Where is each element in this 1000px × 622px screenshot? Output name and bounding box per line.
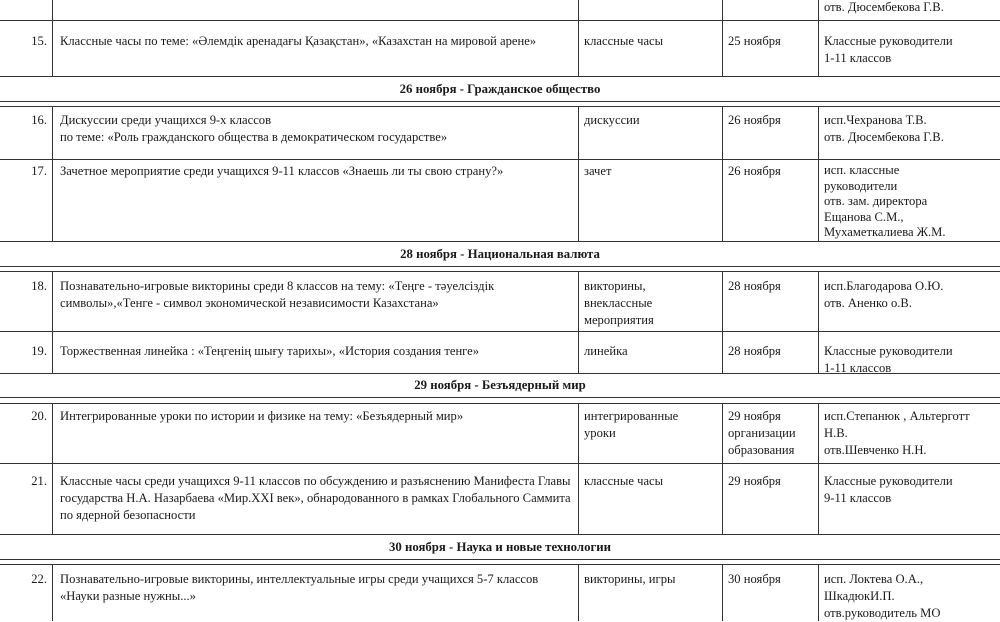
event-cell: Дискуссии среди учащихся 9-х классов по теме: «Роль гражданского общества в демократическом государстве»	[60, 113, 448, 144]
date-cell: 29 ноября организации образования	[728, 409, 796, 457]
section-heading: 26 ноября - Гражданское общество	[399, 82, 601, 96]
date-cell: 29 ноября	[728, 474, 781, 488]
date-cell: 28 ноября	[728, 344, 781, 358]
row-number: 20.	[31, 409, 47, 423]
form-cell: викторины, внеклассные мероприятия	[584, 279, 654, 327]
event-cell: Интегрированные уроки по истории и физике на тему: «Безъядерный мир»	[60, 409, 464, 423]
responsible-cell: исп.Чехранова Т.В. отв. Дюсембекова Г.В.	[824, 113, 944, 144]
date-cell: 26 ноября	[728, 164, 781, 178]
form-cell: линейка	[584, 344, 628, 358]
row-number: 17.	[31, 164, 47, 178]
form-cell: викторины, игры	[584, 572, 676, 586]
date-cell: 28 ноября	[728, 279, 781, 293]
responsible-cell: отв. Дюсембекова Г.В.	[824, 0, 944, 14]
event-cell: Классные часы по теме: «Әлемдік аренадағы Қазақстан», «Казахстан на мировой арене»	[60, 34, 537, 48]
form-cell: дискуссии	[584, 113, 640, 127]
responsible-cell: Классные руководители 1-11 классов	[824, 34, 953, 65]
event-cell: Торжественная линейка : «Теңгенің шығу тарихы», «История создания тенге»	[60, 344, 480, 358]
responsible-cell: исп.Степанюк , Альтерготт Н.В. отв.Шевченко Н.Н.	[824, 409, 970, 457]
responsible-cell: исп. Локтева О.А., ШкадюкИ.П. отв.руководитель МО	[824, 572, 941, 620]
row-number: 15.	[31, 34, 47, 48]
form-cell: классные часы	[584, 34, 664, 48]
section-heading: 29 ноября - Безъядерный мир	[414, 378, 586, 392]
event-cell: Зачетное мероприятие среди учащихся 9-11 классов «Знаешь ли ты свою страну?»	[60, 164, 504, 178]
event-cell: Познавательно-игровые викторины среди 8 классов на тему: «Теңге - тәуелсіздік символы»,«Тенге - символ экономической независимости Казахстана»	[60, 279, 495, 310]
responsible-cell: исп. классные руководители отв. зам. директора Ещанова С.М., Мухаметкалиева Ж.М.	[824, 163, 946, 239]
date-cell: 26 ноября	[728, 113, 781, 127]
section-heading: 28 ноября - Национальная валюта	[400, 247, 600, 261]
form-cell: классные часы	[584, 474, 664, 488]
event-cell: Классные часы среди учащихся 9-11 классов по обсуждению и разъяснению Манифеста Главы государства Н.А. Назарбаева «Мир.XXI век», обнародованного в рамках Глобального Саммита по ядерной безопасности	[60, 474, 571, 522]
form-cell: зачет	[584, 164, 612, 178]
date-cell: 25 ноября	[728, 34, 781, 48]
row-number: 18.	[31, 279, 47, 293]
row-number: 21.	[31, 474, 47, 488]
row-number: 16.	[31, 113, 47, 127]
responsible-cell: Классные руководители 1-11 классов	[824, 344, 953, 375]
row-number: 19.	[31, 344, 47, 358]
section-heading: 30 ноября - Наука и новые технологии	[388, 540, 612, 554]
row-number: 22.	[31, 572, 47, 586]
event-cell: Познавательно-игровые викторины, интеллектуальные игры среди учащихся 5-7 классов «Науки разные нужны...»	[60, 572, 539, 603]
date-cell: 30 ноября	[728, 572, 781, 586]
responsible-cell: исп.Благодарова О.Ю. отв. Аненко о.В.	[824, 279, 944, 310]
form-cell: интегрированные уроки	[584, 409, 679, 440]
responsible-cell: Классные руководители 9-11 классов	[824, 474, 953, 505]
